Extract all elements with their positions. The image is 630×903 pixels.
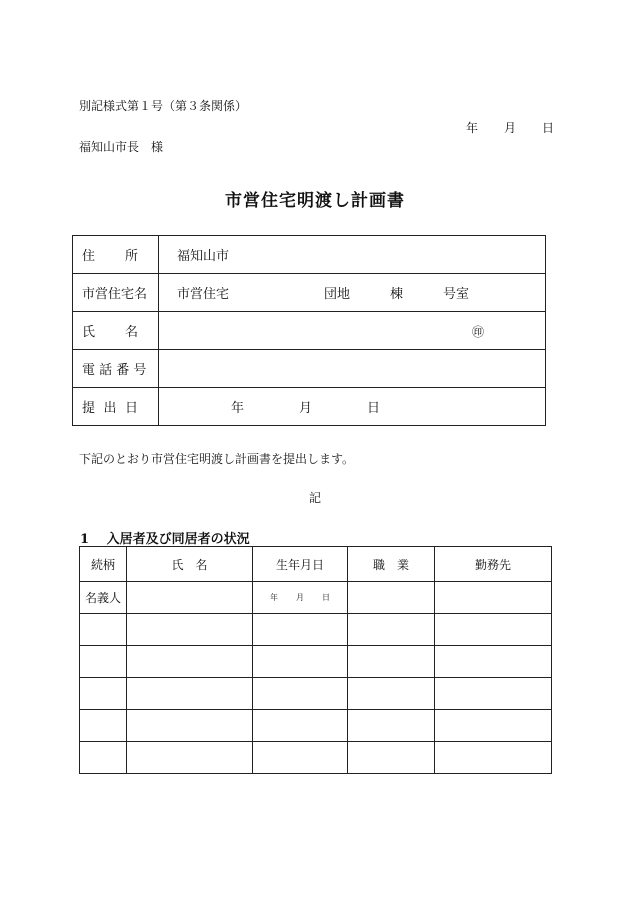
dob-month: 月 [296, 593, 304, 602]
submit-date-value[interactable] [159, 388, 546, 426]
name-cell[interactable] [127, 646, 253, 678]
header-date-year: 年 [466, 121, 479, 135]
address-row [73, 236, 546, 274]
header-date-month: 月 [504, 121, 517, 135]
dob-day: 日 [322, 593, 330, 602]
submit-month: 月 [299, 401, 313, 416]
ki-heading: 記 [308, 491, 321, 505]
name-cell[interactable] [127, 710, 253, 742]
workplace-cell[interactable] [435, 614, 552, 646]
housing-row [73, 274, 546, 312]
birthdate-cell[interactable] [253, 646, 348, 678]
header-name: 氏 名 [127, 547, 253, 582]
workplace-cell[interactable] [435, 582, 552, 614]
submit-date-row [73, 388, 546, 426]
birthdate-cell[interactable] [253, 582, 348, 614]
workplace-cell[interactable] [435, 678, 552, 710]
phone-value[interactable] [159, 350, 546, 388]
submit-date-label-char: 日 [124, 401, 138, 416]
address-label [73, 236, 159, 274]
table-row [80, 646, 552, 678]
housing-danchi: 団地 [324, 287, 351, 302]
birthdate-cell[interactable] [253, 742, 348, 774]
statement-text: 下記のとおり市営住宅明渡し計画書を提出します。 [79, 452, 355, 466]
submit-year: 年 [231, 401, 245, 416]
occupation-cell[interactable] [348, 710, 435, 742]
header-occupation: 職 業 [348, 547, 435, 582]
submit-day: 日 [367, 401, 381, 416]
resident-header-row [80, 547, 552, 582]
submit-date-label-char: 提 [82, 401, 96, 416]
name-cell[interactable] [127, 582, 253, 614]
header-date-day: 日 [542, 121, 555, 135]
workplace-cell[interactable] [435, 646, 552, 678]
form-number: 別記様式第１号（第３条関係） [79, 99, 248, 113]
page-title: 市営住宅明渡し計画書 [225, 191, 405, 211]
relation-cell[interactable] [80, 710, 127, 742]
submit-date-label [73, 388, 159, 426]
address-label-char: 住 [82, 249, 96, 264]
workplace-cell[interactable] [435, 742, 552, 774]
occupation-cell[interactable] [348, 614, 435, 646]
phone-label: 電 話 番 号 [73, 350, 159, 388]
birthdate-cell[interactable] [253, 678, 348, 710]
table-row [80, 614, 552, 646]
phone-row [73, 350, 546, 388]
dob-year: 年 [270, 593, 278, 602]
housing-value[interactable] [159, 274, 546, 312]
header-workplace: 勤務先 [435, 547, 552, 582]
occupation-cell[interactable] [348, 582, 435, 614]
housing-label: 市営住宅名 [73, 274, 159, 312]
address-value[interactable]: 福知山市 [159, 236, 546, 274]
table-row [80, 742, 552, 774]
header-relation: 続柄 [80, 547, 127, 582]
workplace-cell[interactable] [435, 710, 552, 742]
birthdate-cell[interactable] [253, 710, 348, 742]
table-row [80, 582, 552, 614]
addressee: 福知山市長 様 [79, 140, 164, 154]
submit-date-label-char: 出 [103, 401, 117, 416]
applicant-table [72, 235, 546, 426]
relation-cell[interactable] [80, 614, 127, 646]
name-label-char: 名 [124, 325, 138, 340]
name-value[interactable] [159, 312, 546, 350]
relation-cell[interactable] [80, 646, 127, 678]
resident-table [79, 546, 552, 774]
birthdate-cell[interactable] [253, 614, 348, 646]
housing-prefix: 市営住宅 [177, 287, 230, 302]
name-row [73, 312, 546, 350]
name-label-char: 氏 [82, 325, 96, 340]
occupation-cell[interactable] [348, 678, 435, 710]
name-cell[interactable] [127, 742, 253, 774]
table-row [80, 710, 552, 742]
address-label-char: 所 [124, 249, 138, 264]
header-birthdate: 生年月日 [253, 547, 348, 582]
name-label [73, 312, 159, 350]
housing-building: 棟 [390, 287, 404, 302]
seal-mark: ㊞ [472, 325, 485, 339]
relation-cell[interactable] [80, 742, 127, 774]
section1-title: 1 入居者及び同居者の状況 [80, 532, 250, 547]
table-row [80, 678, 552, 710]
housing-room: 号室 [443, 287, 470, 302]
occupation-cell[interactable] [348, 742, 435, 774]
name-cell[interactable] [127, 678, 253, 710]
relation-cell[interactable] [80, 678, 127, 710]
name-cell[interactable] [127, 614, 253, 646]
relation-cell: 名義人 [80, 582, 127, 614]
occupation-cell[interactable] [348, 646, 435, 678]
header-date [466, 119, 554, 136]
